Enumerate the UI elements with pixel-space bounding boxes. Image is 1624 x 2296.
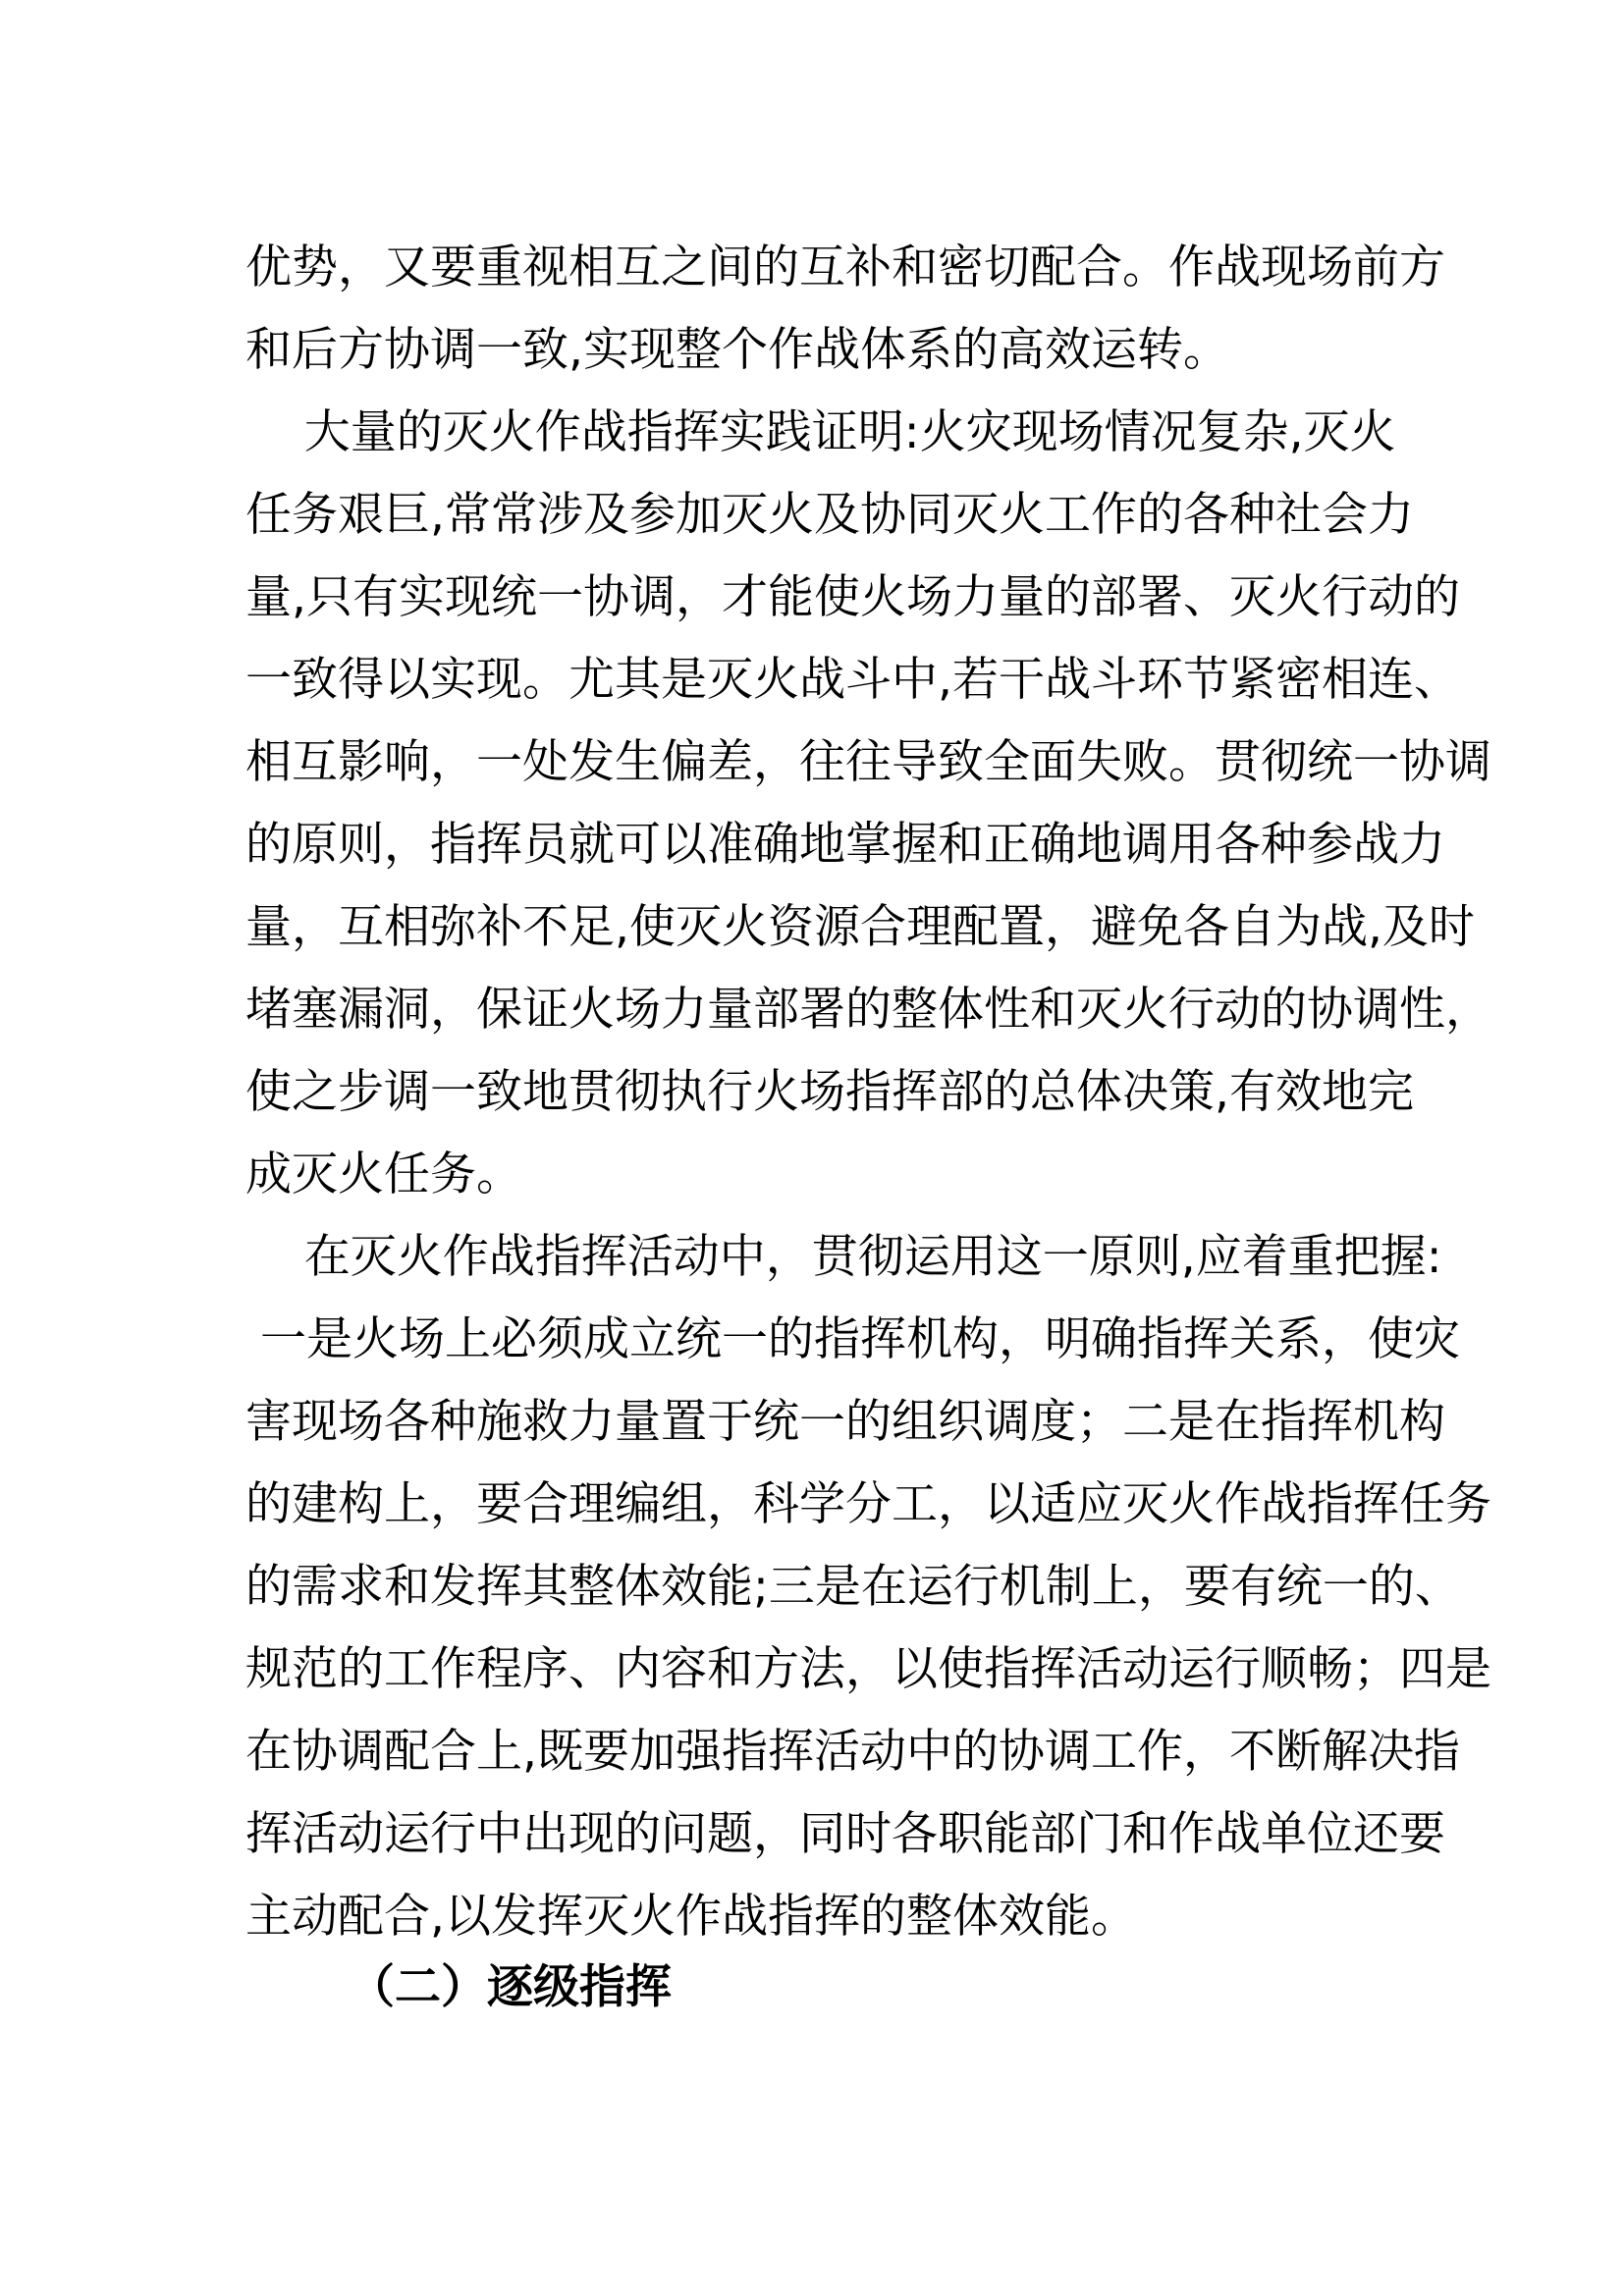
text-line: 的建构上，要合理编组，科学分工，以适应灭火作战指挥任务 [245,1477,1491,1531]
text-line: 害现场各种施救力量置于统一的组织调度；二是在指挥机构 [245,1395,1445,1449]
text-line: 的原则，指挥员就可以准确地掌握和正确地调用各种参战力 [245,818,1445,872]
text-line: 相互影响，一处发生偏差，往往导致全面失败。贯彻统一协调 [245,735,1491,789]
text-line: 在灭火作战指挥活动中，贯彻运用这一原则,应着重把握: [245,1230,1442,1284]
text-line: 量，互相弥补不足,使灭火资源合理配置，避免各自为战,及时 [245,900,1475,954]
text-line: 挥活动运行中出现的问题，同时各职能部门和作战单位还要 [245,1807,1445,1861]
text-line: 堵塞漏洞，保证火场力量部署的整体性和灭火行动的协调性， [245,983,1491,1037]
text-line: 一致得以实现。尤其是灭火战斗中,若干战斗环节紧密相连、 [245,653,1460,707]
text-line: 成灭火任务。 [245,1148,522,1201]
text-line: 规范的工作程序、内容和方法，以使指挥活动运行顺畅；四是 [245,1642,1491,1696]
section-heading: （二）逐级指挥 [349,1960,672,2014]
text-line: 的需求和发挥其整体效能;三是在运行机制上，要有统一的、 [245,1560,1461,1614]
text-line: 主动配合,以发挥灭火作战指挥的整体效能。 [245,1890,1137,1944]
text-line: 和后方协调一致,实现整个作战体系的高效运转。 [245,323,1229,377]
text-line: 任务艰巨,常常涉及参加灭火及协同灭火工作的各种社会力 [245,488,1414,542]
text-line: 优势，又要重视相互之间的互补和密切配合。作战现场前方 [245,240,1445,294]
text-line: 一是火场上必须成立统一的指挥机构，明确指挥关系，使灾 [245,1312,1460,1366]
text-line: 使之步调一致地贯彻执行火场指挥部的总体决策,有效地完 [245,1065,1414,1119]
text-line: 在协调配合上,既要加强指挥活动中的协调工作，不断解决指 [245,1725,1460,1779]
text-line: 大量的灭火作战指挥实践证明:火灾现场情况复杂,灭火 [245,405,1396,459]
text-line: 量,只有实现统一协调，才能使火场力量的部署、灭火行动的 [245,570,1460,624]
